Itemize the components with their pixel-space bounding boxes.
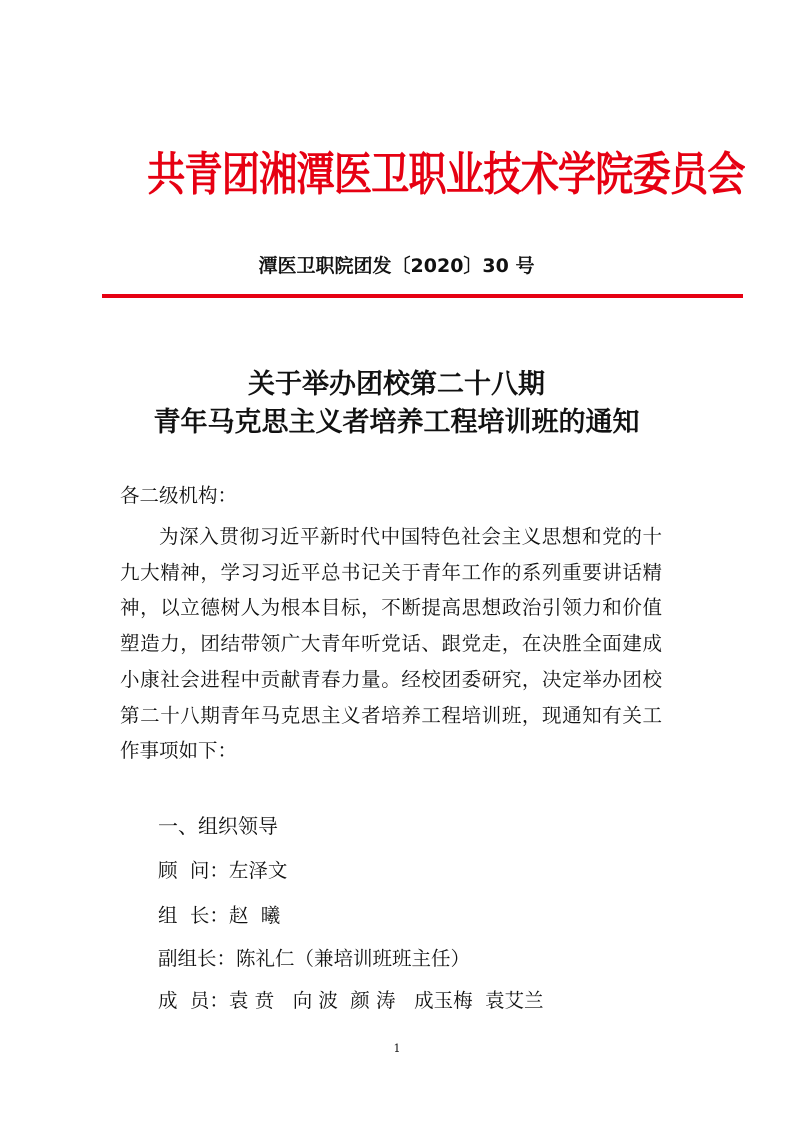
salutation: 各二级机构： (120, 484, 238, 507)
body-paragraph: 为深入贯彻习近平新时代中国特色社会主义思想和党的十九大精神，学习习近平总书记关于青年工作的系列重要讲话精神，以立德树人为根本目标，不断提高思想政治引领力和价值塑造力，团结带领广大青年听党话、跟党走，在决胜全面建成小康社会进程中贡献青春力量。经校团委研究，决定举办团校第二十八期青年马克思主义者培养工程培训班，现通知有关工作事项如下： (120, 525, 662, 763)
section-heading: 一、组织领导 (158, 814, 278, 838)
organization-header: 共青团湘潭医卫职业技术学院委员会 (147, 147, 745, 201)
page-number: 1 (393, 1042, 401, 1055)
notice-title-line-1: 关于举办团校第二十八期 (248, 369, 545, 400)
red-divider (102, 294, 743, 298)
group-leader-line: 组 长：赵 曦 (158, 904, 281, 927)
document-number: 潭医卫职院团发〔2020〕30 号 (258, 255, 535, 277)
deputy-leader-line: 副组长：陈礼仁（兼培训班班主任） (158, 947, 471, 970)
advisor-line: 顾 问：左泽文 (158, 859, 288, 882)
notice-title-line-2: 青年马克思主义者培养工程培训班的通知 (153, 407, 640, 438)
members-line: 成 员：袁 贲 向 波 颜 涛 成玉梅 袁艾兰 (158, 989, 544, 1012)
